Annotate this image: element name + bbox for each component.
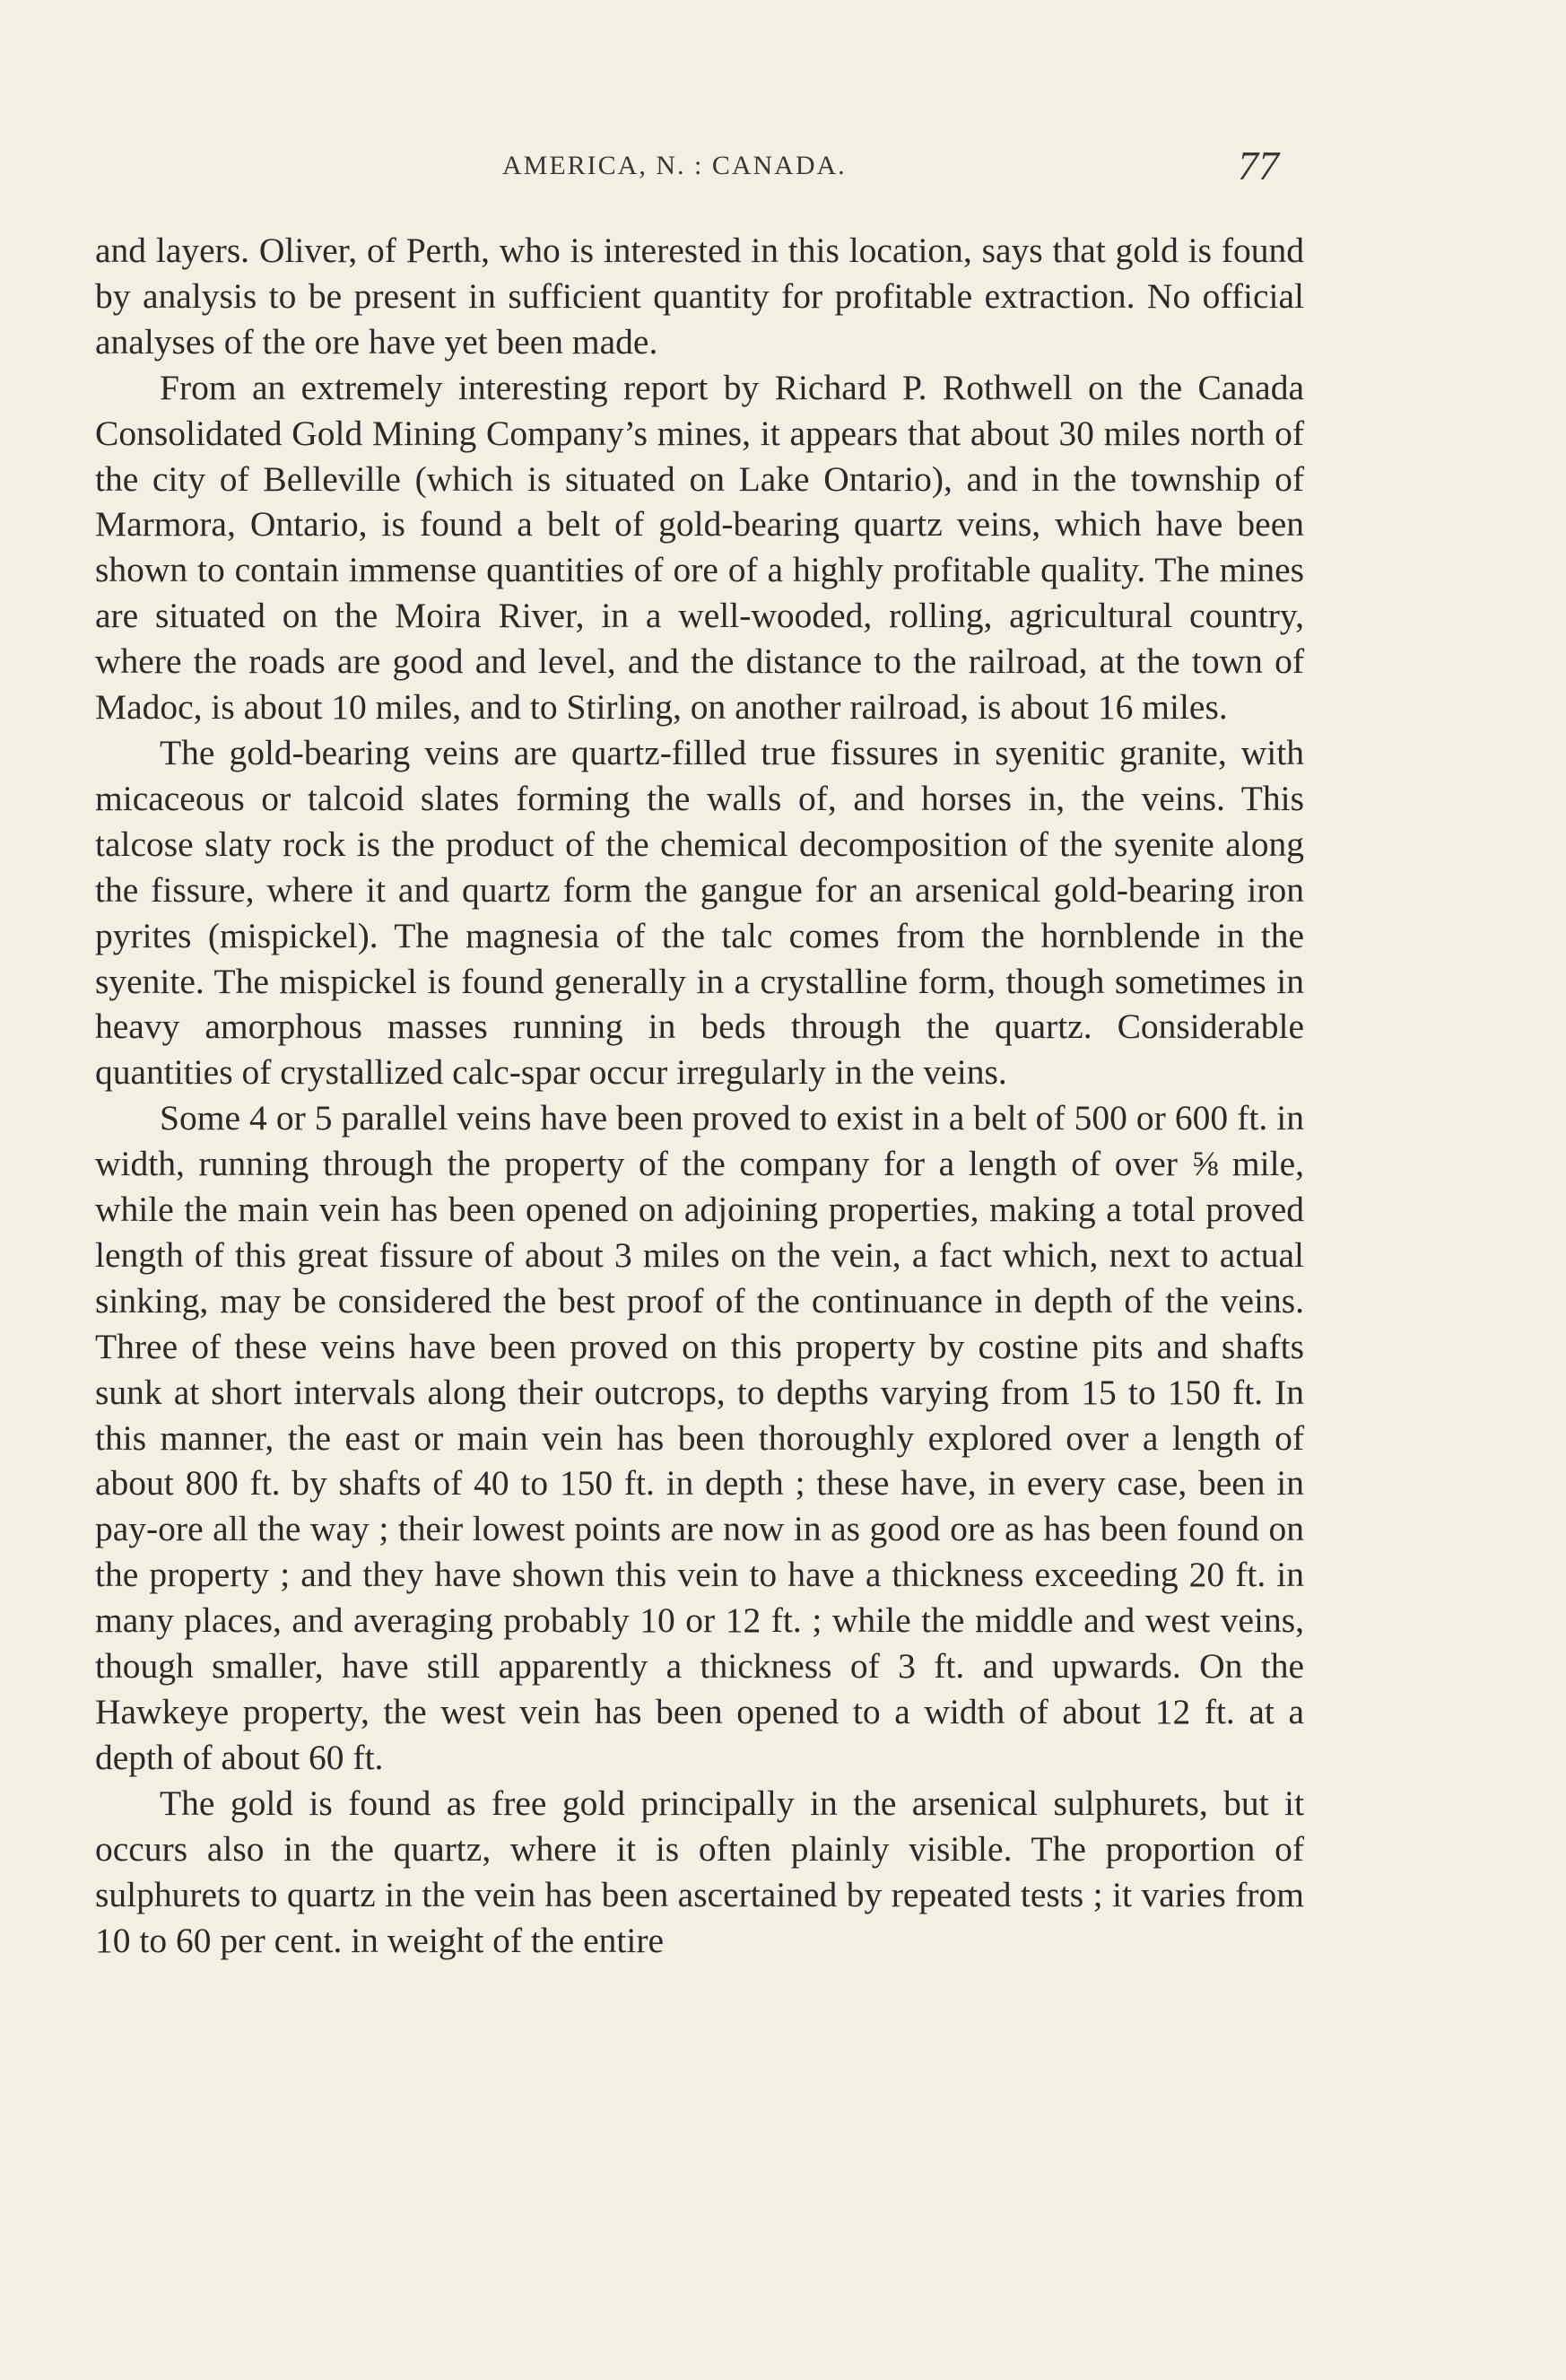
paragraph: Some 4 or 5 parallel veins have been proved to exist in a belt of 500 or 600 ft. in width, running through the property of the company for a length of over ⅝ mile, while the main vein has been opened on adjoining properties, making a total proved length of this great fissure of about 3 miles on the vein, a fact which, next to actual sinking, may be considered the best proof of the continuance in depth of the veins. Three of these veins have been proved on this property by costine pits and shafts sunk at short intervals along their outcrops, to depths varying from 15 to 150 ft. In this manner, the east or main vein has been thoroughly explored over a length of about 800 ft. by shafts of 40 to 150 ft. in depth ; these have, in every case, been in pay-ore all the way ; their lowest points are now in as good ore as has been found on the property ; and they have shown this vein to have a thickness exceeding 20 ft. in many places, and averaging probably 10 or 12 ft. ; while the middle and west veins, though smaller, have still apparently a thickness of 3 ft. and upwards. On the Hawkeye property, the west vein has been opened to a width of about 12 ft. at a depth of about 60 ft. [95,1098,1304,1777]
paragraph: From an extremely interesting report by Richard P. Rothwell on the Canada Consolidated Gold Mining Company’s mines, it appears that about 30 miles north of the city of Belleville (which is situated on Lake Ontario), and in the township of Marmora, Ontario, is found a belt of gold-bearing quartz veins, which have been shown to contain immense quantities of ore of a highly profitable quality. The mines are situated on the Moira River, in a well-wooded, rolling, agricultural country, where the roads are good and level, and the distance to the railroad, at the town of Madoc, is about 10 miles, and to Stirling, on another railroad, is about 16 miles. [95,367,1304,728]
paragraph: The gold is found as free gold principally in the arsenical sulphurets, but it occurs also in the quartz, where it is often plainly visible. The proportion of sulphurets to quartz in the vein has been ascertained by repeated tests ; it varies from 10 to 60 per cent. in weight of the entire [95,1783,1304,1960]
running-title: AMERICA, N. : CANADA. [502,151,847,180]
body-text [95,228,1304,1963]
running-head [0,142,1566,196]
paragraph: The gold-bearing veins are quartz-filled true fissures in syenitic granite, with micaceous or talcoid slates forming the walls of, and horses in, the veins. This talcose slaty rock is the product of the chemical decomposition of the syenite along the fissure, where it and quartz form the gangue for an arsenical gold-bearing iron pyrites (mispickel). The magnesia of the talc comes from the hornblende in the syenite. The mispickel is found generally in a crystalline form, though sometimes in heavy amorphous masses running in beds through the quartz. Considerable quantities of crystallized calc-spar occur irregularly in the veins. [95,732,1304,1093]
page-number: 77 [1238,143,1279,188]
paragraph-continuation: and layers. Oliver, of Perth, who is interested in this location, says that gold is found by analysis to be present in sufficient quantity for profitable extraction. No official analyses of the ore have yet been made. [95,231,1304,362]
